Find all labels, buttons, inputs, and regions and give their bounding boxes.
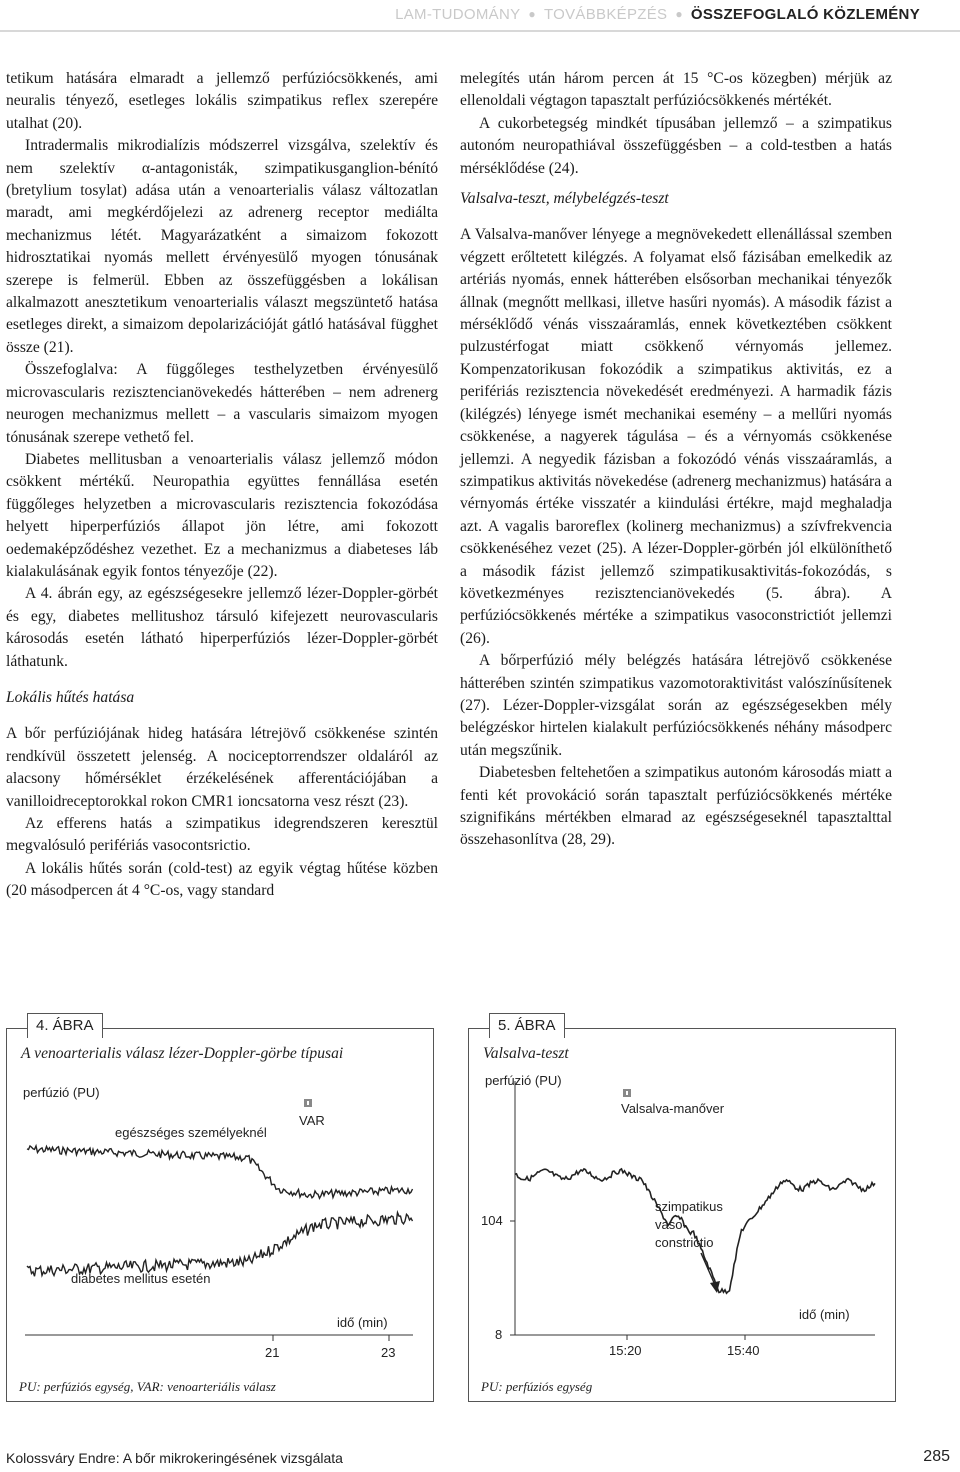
figure-4-diabetes-label: diabetes mellitus esetén <box>71 1271 211 1286</box>
left-paragraph-8: A lokális hűtés során (cold-test) az egyik végtag hűtése közben (20 másodpercen át 4 °C-os, vagy standard <box>6 859 438 900</box>
page-number: 285 <box>923 1448 950 1465</box>
figure-5-x-label: idő (min) <box>799 1307 850 1322</box>
figure-4-caption: PU: perfúziós egység, VAR: venoarteriális válasz <box>19 1379 276 1394</box>
footer-author: Kolossváry Endre: A bőr mikrokeringésének vizsgálata <box>6 1450 343 1466</box>
section-heading-valsalva: Valsalva-teszt, mélybelégzés-teszt <box>460 190 669 208</box>
figure-4-tab: 4. ÁBRA <box>27 1013 103 1038</box>
section-heading-local-cooling: Lokális hűtés hatása <box>6 688 135 706</box>
figure-4-tick-23: 23 <box>381 1345 396 1360</box>
figure-5-title: Valsalva-teszt <box>483 1045 569 1062</box>
figure-5-marker-label: Valsalva-manőver <box>621 1101 725 1116</box>
left-paragraph-6: A bőr perfúziójának hideg hatására létrejövő csökkenése szintén rendkívül összetett jelenség. A nociceptorrendszer oldaláról az alacsony hőmérséklet érzékelésének afferentációjában a vanilloidreceptorokkal rokon CMR1 ioncsatorna vesz részt (23). <box>6 725 438 810</box>
figure-4-x-label: idő (min) <box>337 1315 388 1330</box>
figure-4-tick-21: 21 <box>265 1345 280 1360</box>
figure-5-y-tick-104: 104 <box>481 1213 503 1228</box>
header-section-1: LAM-TUDOMÁNY <box>395 5 521 23</box>
header-separator-2: ● <box>675 7 683 21</box>
right-paragraph-5: Diabetesben feltehetően a szimpatikus autonóm károsodás miatt a fenti két provokáció során tapasztalt perfúziócsökkenés mértéke szignifikáns mértékben elmarad az egészségeseknél tapasztalttal összehasonlítva (28, 29). <box>460 764 892 849</box>
figure-4-healthy-label: egészséges személyeknél <box>115 1125 267 1140</box>
healthy-trace <box>27 1146 413 1198</box>
header-section-2: TOVÁBBKÉPZÉS <box>543 5 668 23</box>
figure-5-y-tick-8: 8 <box>495 1327 503 1342</box>
header-rule <box>0 30 960 32</box>
figure-5-x-tick-2: 15:40 <box>727 1343 760 1358</box>
left-paragraph-3: Összefoglalva: A függőleges testhelyzetben érvényesülő microvascularis rezisztencianövekedés hátterében – nem adrenerg neurogen mechanizmus mellett – a vascularis simaizom myogen tónusának szerepe vethető fel. <box>6 361 438 446</box>
figure-5-tab: 5. ÁBRA <box>489 1013 565 1038</box>
figure-4-plot <box>17 1073 421 1373</box>
valsalva-marker-icon <box>623 1089 631 1097</box>
journal-header <box>395 0 920 28</box>
diabetes-trace <box>27 1213 413 1277</box>
valsalva-trace <box>515 1169 875 1293</box>
figure-4-y-label: perfúzió (PU) <box>23 1085 100 1100</box>
header-section-3: ÖSSZEFOGLALÓ KÖZLEMÉNY <box>690 5 920 23</box>
header-separator-1: ● <box>528 7 536 21</box>
left-paragraph-4: Diabetes mellitusban a venoarterialis válasz jellemző módon csökkent mértékű. Neuropathia együttes fennállása esetén függőleges helyzetben a microvascularis rezisztencia fokozódása helyett hiperperfúziós állapot jön létre, ami fokozott oedemaképződéshez vezethet. Ez a mechanizmus a diabeteses láb kialakulásának egyik fontos tényezője (22). <box>6 450 438 580</box>
var-marker-icon <box>304 1099 312 1107</box>
left-paragraph-1: tetikum hatására elmaradt a jellemző perfúziócsökkenés, ami neuralis tényező, esetleges lokális szimpatikus reflex szerepére utalhat (20). <box>6 70 438 132</box>
left-paragraph-2: Intradermalis mikrodialízis módszerrel vizsgálva, szelektív és nem szelektív α-antagonisták, szimpatikusganglion-bénító (bretylium tosylat) adása után a venoarterialis válasz változatlan maradt, ami megkérdőjelezi az adrenerg receptor mediálta mechanizmus létét. Magyarázatként a simaizom fokozott hidrosztatikai nyomás mellett érvényesülő myogen tónusának szerepe is felmerül. Ebben az összefüggésben a lokálisan alkalmazott anesztetikum venoarterialis választ megszüntető hatása esetleges direkt, a simaizom depolarizációját gátló hatásával függhet össze (21). <box>6 137 438 356</box>
figure-5-y-label: perfúzió (PU) <box>485 1073 562 1088</box>
figure-4-var-label: VAR <box>299 1113 325 1128</box>
figure-5-annotation-2: vaso- <box>655 1217 687 1232</box>
right-paragraph-3: A Valsalva-manőver lényege a megnövekedett ellenállással szemben végzett erőltetett kilégzés. A folyamat első fázisában emelkedik az artériás nyomás, ennek hátterében elsősorban mechanikai tényezők állnak (megnőtt mellkasi, illetve hasűri nyomás). A második fázist a mérséklődő vénás visszaáramlás, ennek következtében csökkent pulzustérfogat miatt csökkenő vérnyomás jellemez. Kompenzatorikusan fokozódik a szimpatikus aktivitás, ez a perifériás rezisztencia növekedését eredményezi. A harmadik fázis (kilégzés) lényege ismét mechanikai esemény – a mellűri nyomás csökkenése, a nagyerek tágulása – és a vérnyomás csökkenése jellemzi. A negyedik fázisban a fokozódó vénás visszaáramlás, a szimpatikus aktivitás növekedése (adrenerg mechanizmus) hatására a vérnyomás értéke visszatér a kiindulási értékre, majd meghaladja azt. A vagalis baroreflex (kolinerg mechanizmus) a szívfrekvencia csökkenéséhez vezet (25). A lézer-Doppler-görbén jól elkülöníthető a második fázist jellemző szimpatikusaktivitás-fokozódás, s következményes rezisztencianövekedés (5. ábra). A perfúziócsökkenés mértéke a szimpatikus vasoconstrictiót jellemzi (26). <box>460 226 892 647</box>
figure-5-annotation-3: constrictio <box>655 1235 714 1250</box>
figure-5 <box>468 1017 896 1402</box>
right-paragraph-2: A cukorbetegség mindkét típusában jellemző – a szimpatikus autonóm neuropathiával összefüggésben – a cold-testben a hatás mérséklődése (24). <box>460 114 892 177</box>
right-paragraph-1: melegítés után három percen át 15 °C-os közegben) mérjük az ellenoldali végtagon tapasztalt perfúziócsökkenés mértékét. <box>460 70 892 110</box>
right-paragraph-4: A bőrperfúzió mély belégzés hatására létrejövő csökkenése hátterében szintén szimpatikus vazomotoraktivitást valószínűsítenek (27). Lézer-Doppler-vizsgálat során az egészségesekben mély belégzéskor hirtelen kialakult perfúziócsökkenés néhány másodperc után megszűnik. <box>460 652 892 759</box>
figure-5-plot <box>479 1073 883 1373</box>
left-paragraph-5: A 4. ábrán egy, az egészségesekre jellemző lézer-Doppler-görbét és egy, diabetes mellitushoz társuló kifejezett neurovascularis károsodás esetén látható hiperperfúziós lézer-Doppler-görbét láthatunk. <box>6 585 438 670</box>
figure-5-x-tick-1: 15:20 <box>609 1343 642 1358</box>
figure-4 <box>6 1017 434 1402</box>
figure-5-annotation-1: szimpatikus <box>655 1199 723 1214</box>
left-column <box>6 68 438 903</box>
left-paragraph-7: Az efferens hatás a szimpatikus idegrendszeren keresztül megvalósuló perifériás vasocontsrictio. <box>6 815 438 855</box>
right-column <box>460 68 892 852</box>
figure-5-caption: PU: perfúziós egység <box>481 1379 593 1394</box>
figure-4-title: A venoarterialis válasz lézer-Doppler-görbe típusai <box>21 1045 344 1062</box>
